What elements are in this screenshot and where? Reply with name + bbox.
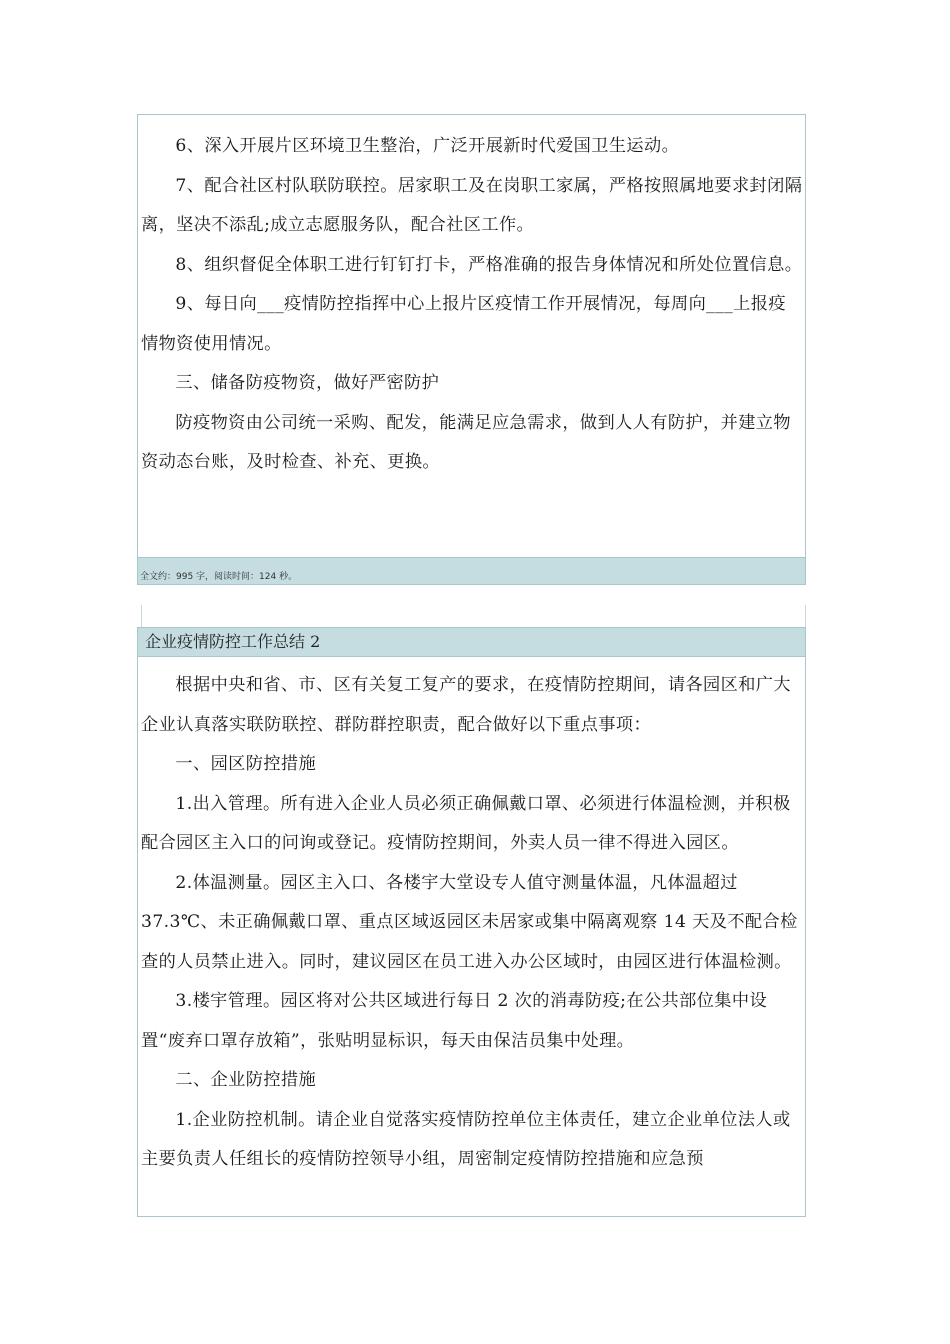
paragraph: 3.楼宇管理。园区将对公共区域进行每日 2 次的消毒防疫;在公共部位集中设置“废弃口罩存放箱”，张贴明显标识，每天由保洁员集中处理。 (141, 991, 768, 1051)
paragraph: 防疫物资由公司统一采购、配发，能满足应急需求，做到人人有防护，并建立物资动态台账，及时检查、补充、更换。 (141, 412, 791, 472)
paragraph: 1.出入管理。所有进入企业人员必须正确佩戴口罩、必须进行体温检测，并积极配合园区主入口的问询或登记。疫情防控期间，外卖人员一律不得进入园区。 (141, 793, 791, 853)
section-2-content (138, 628, 805, 1180)
divider (805, 605, 806, 627)
article-section-2 (137, 627, 806, 1217)
divider (141, 605, 142, 627)
subheading: 三、储备防疫物资，做好严密防护 (175, 373, 440, 393)
subheading: 一、园区防控措施 (175, 754, 317, 774)
subheading: 二、企业防控措施 (175, 1070, 317, 1090)
paragraph: 2.体温测量。园区主入口、各楼宇大堂设专人值守测量体温，凡体温超过 37.3℃、未正确佩戴口罩、重点区域返园区未居家或集中隔离观察 14 天及不配合检查的人员禁止进入。同时，建议园区在员工进入办公区域时，由园区进行体温检测。 (141, 872, 798, 972)
article-section-1 (137, 114, 806, 585)
paragraph: 1.企业防控机制。请企业自觉落实疫情防控单位主体责任，建立企业单位法人或主要负责人任组长的疫情防控领导小组，周密制定疫情防控措施和应急预 (141, 1109, 791, 1169)
paragraph: 7、配合社区村队联防联控。居家职工及在岗职工家属，严格按照属地要求封闭隔离，坚决不添乱;成立志愿服务队，配合社区工作。 (141, 175, 803, 235)
section-1-content (138, 115, 805, 483)
section-title: 企业疫情防控工作总结 2 (138, 628, 805, 657)
paragraph: 根据中央和省、市、区有关复工复产的要求，在疫情防控期间，请各园区和广大企业认真落实联防联控、群防群控职责，配合做好以下重点事项： (141, 675, 791, 735)
word-count-footer: 全文约：995 字，阅读时间：124 秒。 (138, 557, 805, 584)
paragraph: 9、每日向___疫情防控指挥中心上报片区疫情工作开展情况，每周向___上报疫情物资使用情况。 (141, 294, 786, 354)
paragraph: 6、深入开展片区环境卫生整治，广泛开展新时代爱国卫生运动。 (175, 136, 680, 156)
paragraph: 8、组织督促全体职工进行钉钉打卡，严格准确的报告身体情况和所处位置信息。 (175, 254, 803, 275)
